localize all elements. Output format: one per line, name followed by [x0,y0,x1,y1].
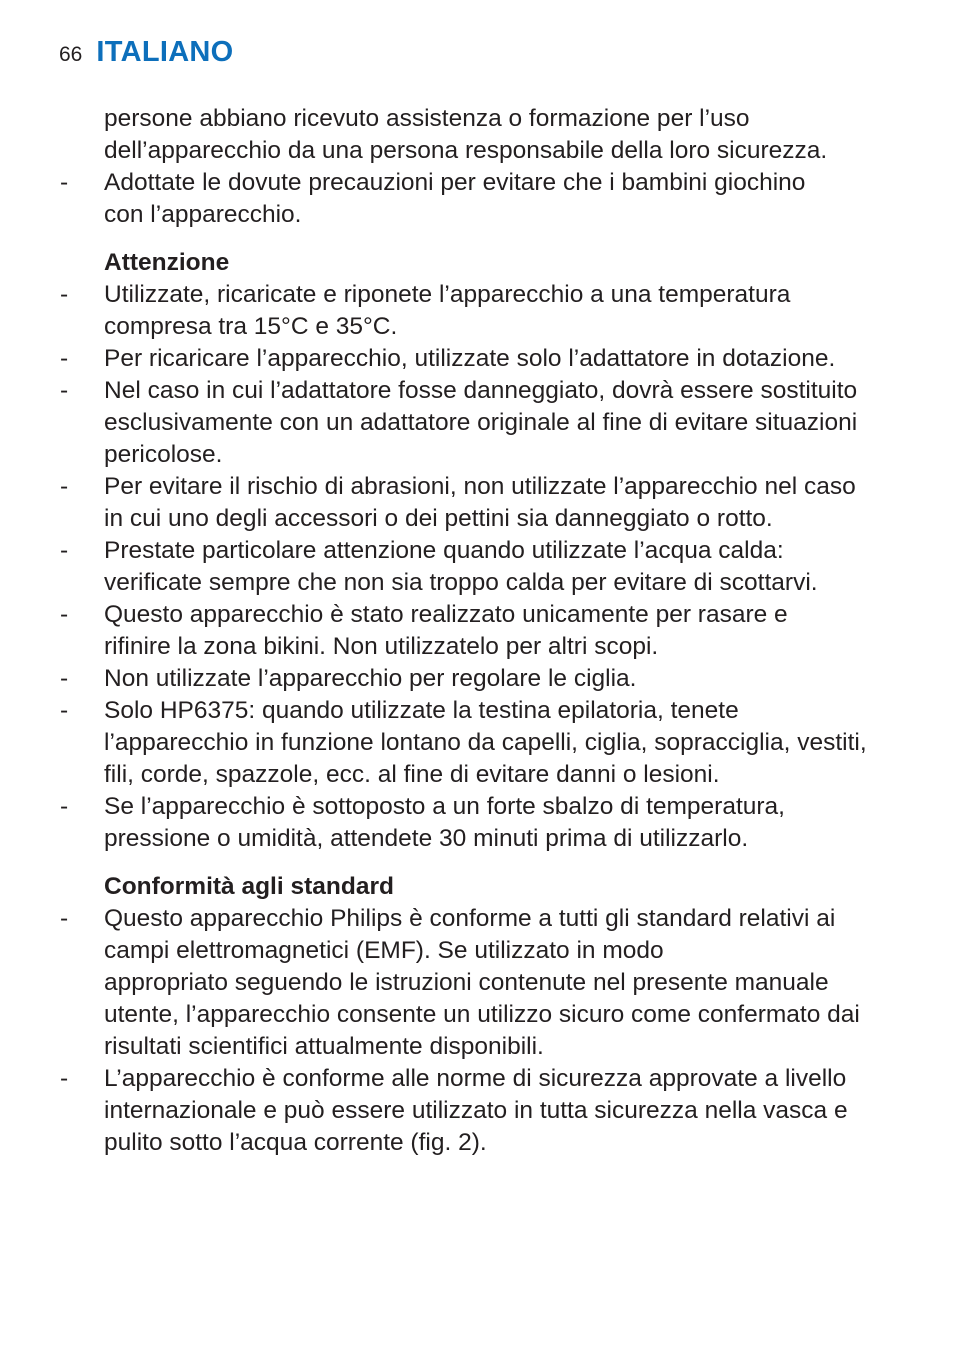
text-line: Utilizzate, ricaricate e riponete l’apparecchio a una temperatura [104,281,791,308]
dash-marker: - [60,793,69,820]
dash-marker: - [60,281,69,308]
list-item [60,535,910,599]
text-line: fili, corde, spazzole, ecc. al fine di evitare danni o lesioni. [104,761,720,788]
text-line: pressione o umidità, attendete 30 minuti prima di utilizzarlo. [104,825,749,852]
text-line: Se l’apparecchio è sottoposto a un forte sbalzo di temperatura, [104,793,785,820]
text-line: con l’apparecchio. [104,201,302,228]
page-content [60,103,910,1159]
list-item [60,343,910,375]
text-line: internazionale e può essere utilizzato in tutta sicurezza nella vasca e [104,1097,848,1124]
text-line: utente, l’apparecchio consente un utilizzo sicuro come confermato dai [104,1001,860,1028]
text-line: Non utilizzate l’apparecchio per regolare le ciglia. [104,665,637,692]
list-item [60,1063,910,1159]
text-line: Adottate le dovute precauzioni per evitare che i bambini giochino [104,169,806,196]
dash-marker: - [60,665,69,692]
text-line: dell’apparecchio da una persona responsabile della loro sicurezza. [104,137,828,164]
list-item [60,599,910,663]
dash-marker: - [60,169,69,196]
language-title: ITALIANO [96,36,234,68]
text-line: l’apparecchio in funzione lontano da capelli, ciglia, sopracciglia, vestiti, [104,729,867,756]
page-number: 66 [59,43,83,66]
text-line: risultati scientifici attualmente disponibili. [104,1033,544,1060]
text-line: Per ricaricare l’apparecchio, utilizzate solo l’adattatore in dotazione. [104,345,836,372]
text-line: pulito sotto l’acqua corrente (fig. 2). [104,1129,487,1156]
list-item [60,663,910,695]
text-line: in cui uno degli accessori o dei pettini sia danneggiato o rotto. [104,505,773,532]
text-line: Questo apparecchio Philips è conforme a tutti gli standard relativi ai [104,905,836,932]
list-item [60,167,910,231]
text-line: L’apparecchio è conforme alle norme di sicurezza approvate a livello [104,1065,847,1092]
dash-marker: - [60,601,69,628]
intro-paragraph [60,103,910,167]
text-line: pericolose. [104,441,223,468]
dash-marker: - [60,697,69,724]
dash-marker: - [60,377,69,404]
text-line: Questo apparecchio è stato realizzato unicamente per rasare e [104,601,788,628]
dash-marker: - [60,905,69,932]
text-line: persone abbiano ricevuto assistenza o formazione per l’uso [104,105,750,132]
list-item [60,471,910,535]
text-line: Nel caso in cui l’adattatore fosse danneggiato, dovrà essere sostituito [104,377,858,404]
list-item [60,375,910,471]
section-heading-conformita: Conformità agli standard [104,873,394,900]
list-item [60,279,910,343]
text-line: compresa tra 15°C e 35°C. [104,313,398,340]
dash-marker: - [60,345,69,372]
list-item [60,695,910,791]
dash-marker: - [60,1065,69,1092]
dash-marker: - [60,537,69,564]
list-item [60,791,910,855]
text-line: campi elettromagnetici (EMF). Se utilizzato in modo [104,937,664,964]
text-line: rifinire la zona bikini. Non utilizzatelo per altri scopi. [104,633,659,660]
text-line: verificate sempre che non sia troppo calda per evitare di scottarvi. [104,569,818,596]
text-line: esclusivamente con un adattatore originale al fine di evitare situazioni [104,409,858,436]
dash-marker: - [60,473,69,500]
section-heading-attenzione: Attenzione [104,249,230,276]
text-line: Prestate particolare attenzione quando utilizzate l’acqua calda: [104,537,784,564]
text-line: Solo HP6375: quando utilizzate la testina epilatoria, tenete [104,697,739,724]
text-line: Per evitare il rischio di abrasioni, non utilizzate l’apparecchio nel caso [104,473,856,500]
page-header [59,36,234,72]
text-line: appropriato seguendo le istruzioni contenute nel presente manuale [104,969,829,996]
list-item [60,903,910,1063]
